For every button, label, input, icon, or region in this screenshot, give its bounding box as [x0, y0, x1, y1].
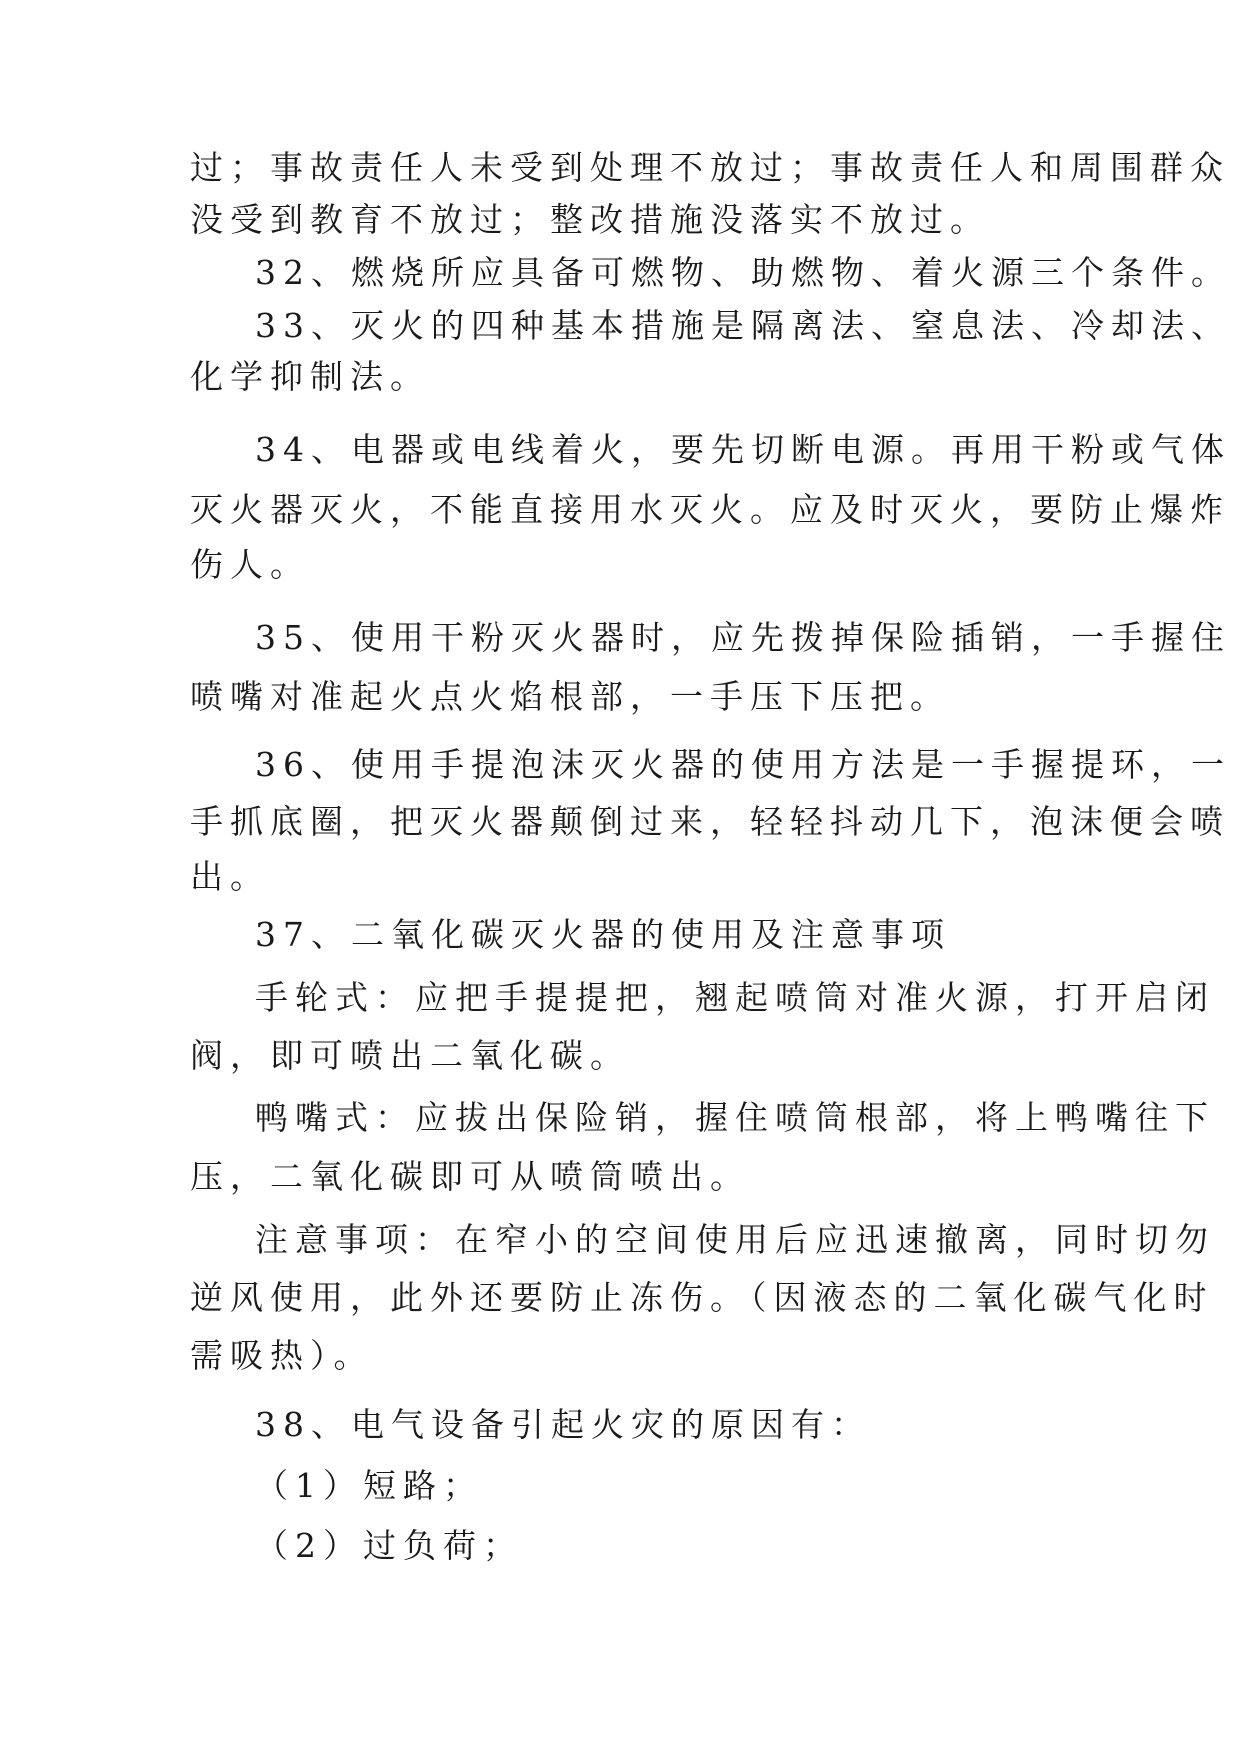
text-line: 喷嘴对准起火点火焰根部，一手压下压把。	[190, 677, 950, 716]
text-line: （1）短路；	[255, 1466, 483, 1505]
text-line: 出。	[190, 857, 270, 896]
text-line: 注意事项：在窄小的空间使用后应迅速撤离，同时切勿	[255, 1220, 1215, 1259]
text-line: 36、使用手提泡沫灭火器的使用方法是一手握提环，一	[255, 745, 1231, 784]
text-line: 37、二氧化碳灭火器的使用及注意事项	[255, 915, 951, 954]
text-line: 需吸热）。	[190, 1336, 374, 1375]
text-line: 手抓底圈，把灭火器颠倒过来，轻轻抖动几下，泡沫便会喷	[190, 802, 1230, 841]
text-line: 手轮式：应把手提提把，翘起喷筒对准火源，打开启闭	[255, 978, 1215, 1017]
text-line: 32、燃烧所应具备可燃物、助燃物、着火源三个条件。	[255, 253, 1231, 292]
text-line: 33、灭火的四种基本措施是隔离法、窒息法、冷却法、	[255, 306, 1231, 345]
text-line: 过；事故责任人未受到处理不放过；事故责任人和周围群众	[190, 148, 1230, 187]
text-line: 压，二氧化碳即可从喷筒喷出。	[190, 1157, 750, 1196]
text-line: 灭火器灭火，不能直接用水灭火。应及时灭火，要防止爆炸	[190, 490, 1230, 529]
text-line: 没受到教育不放过；整改措施没落实不放过。	[190, 200, 990, 239]
text-line: （2）过负荷；	[255, 1526, 523, 1565]
text-line: 阀，即可喷出二氧化碳。	[190, 1036, 630, 1075]
text-line: 35、使用干粉灭火器时，应先拨掉保险插销，一手握住	[255, 618, 1231, 657]
text-line: 34、电器或电线着火，要先切断电源。再用干粉或气体	[255, 430, 1231, 469]
text-line: 鸭嘴式：应拔出保险销，握住喷筒根部，将上鸭嘴往下	[255, 1098, 1215, 1137]
text-line: 逆风使用，此外还要防止冻伤。（因液态的二氧化碳气化时	[190, 1278, 1214, 1317]
text-line: 伤人。	[190, 545, 310, 584]
text-line: 化学抑制法。	[190, 357, 430, 396]
text-line: 38、电气设备引起火灾的原因有：	[255, 1405, 871, 1444]
